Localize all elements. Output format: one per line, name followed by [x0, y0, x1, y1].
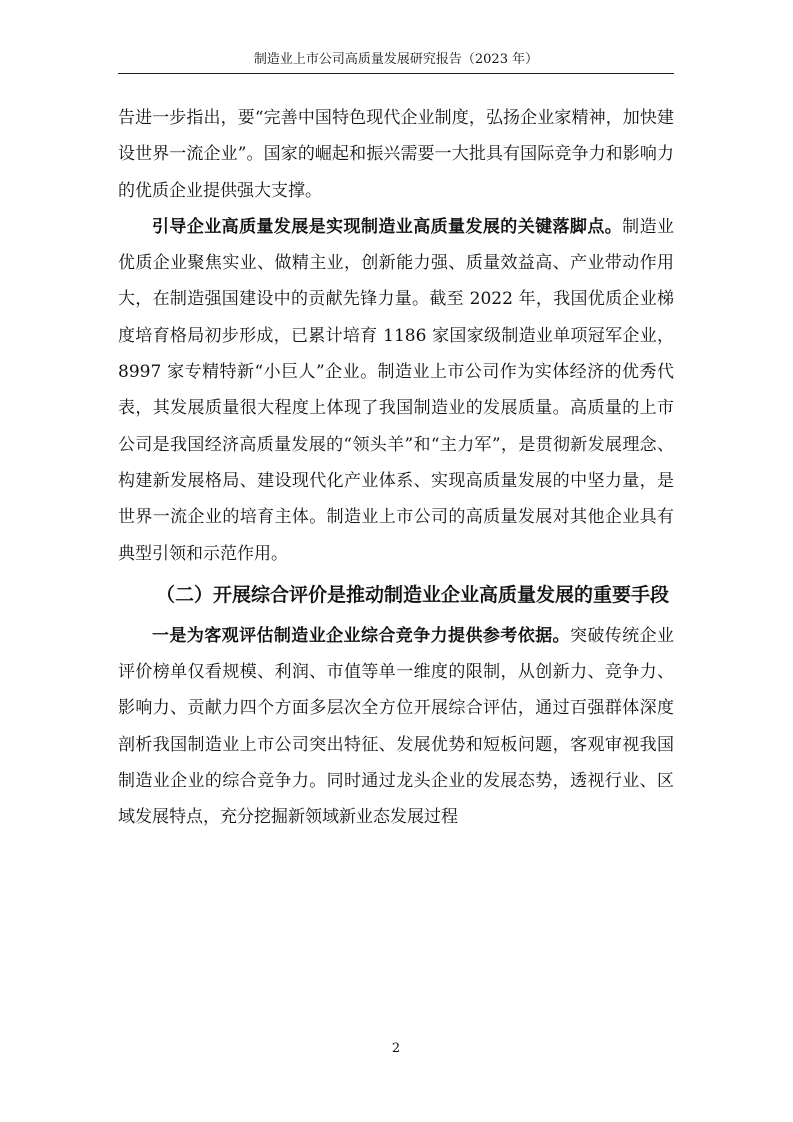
paragraph-text: 突破传统企业评价榜单仅看规模、利润、市值等单一维度的限制，从创新力、竞争力、影响力、贡献力四个方面多层次全方位开展综合评估，通过百强群体深度剖析我国制造业上市公司突出特征、发展优势和短板问题，客观审视我国制造业企业的综合竞争力。同时通过龙头企业的发展态势，透视行业、区域发展特点，充分挖掘新领域新业态发展过程 [118, 625, 675, 828]
paragraph-text: 告进一步指出，要“完善中国特色现代企业制度，弘扬企业家精神，加快建设世界一流企业”。国家的崛起和振兴需要一大批具有国际竞争力和影响力的优质企业提供强大支撑。 [118, 108, 674, 201]
paragraph-lead-sentence: 引导企业高质量发展是实现制造业高质量发展的关键落脚点。 [152, 216, 623, 237]
paragraph-guide-enterprises [118, 209, 674, 572]
running-header: 制造业上市公司高质量发展研究报告（2023 年） [253, 52, 539, 67]
paragraph-text: 制造业优质企业聚焦实业、做精主业，创新能力强、质量效益高、产业带动作用大，在制造强国建设中的贡献先锋力量。截至 2022 年，我国优质企业梯度培育格局初步形成，已累计培育 1186 家国家级制造业单项冠军企业，8997 家专精特新“小巨人”企业。制造业上市公司作为实体经济的优秀代表，其发展质量很大程度上体现了我国制造业的发展质量。高质量的上市公司是我国经济高质量发展的“领头羊”和“主力军”，是贯彻新发展理念、构建新发展格局、建设现代化产业体系、实现高质量发展的中坚力量，是世界一流企业的培育主体。制造业上市公司的高质量发展对其他企业具有典型引领和示范作用。 [118, 216, 674, 564]
page-number: 2 [391, 1041, 401, 1056]
body-text [118, 100, 674, 836]
paragraph-evaluation-basis [118, 618, 674, 836]
header-divider [118, 73, 674, 74]
section-heading: （二）开展综合评价是推动制造业企业高质量发展的重要手段 [156, 583, 670, 606]
paragraph-continuation [118, 100, 674, 209]
paragraph-lead-sentence: 一是为客观评估制造业企业综合竞争力提供参考依据。 [152, 625, 570, 646]
